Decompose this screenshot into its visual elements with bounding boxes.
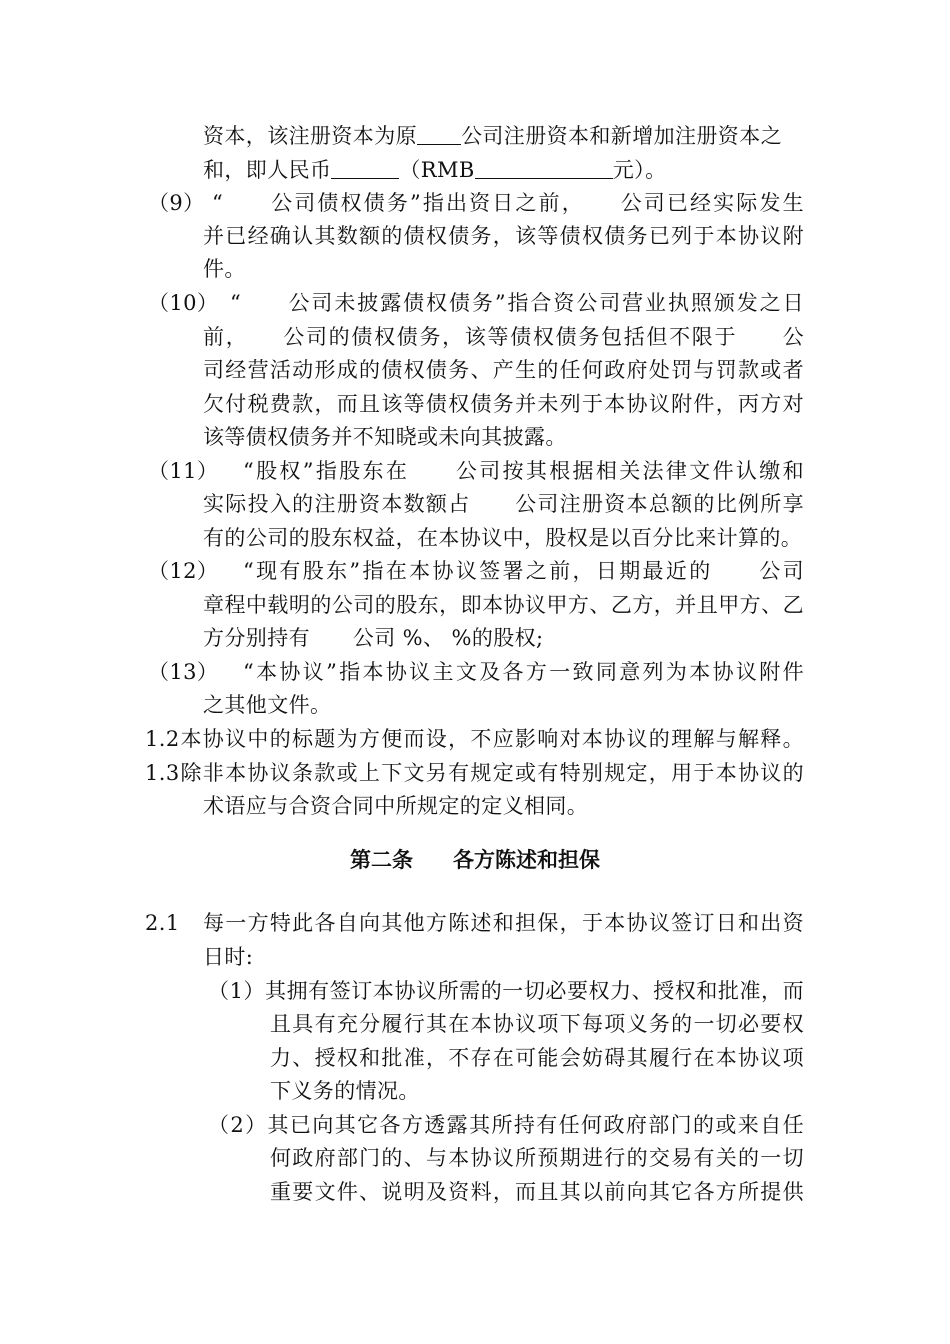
- clause-11-number: （11）: [148, 459, 219, 483]
- section-1-3-line-2: 术语应与合资合同中所规定的定义相同。: [203, 794, 589, 818]
- clause-9-number: （9）: [148, 191, 205, 215]
- clause-12-line-3: 方分别持有 公司 %、 %的股权;: [203, 626, 544, 650]
- section-2-1-line-2: 日时:: [203, 945, 254, 969]
- clause-13-line-1: “本协议”指本协议主文及各方一致同意列为本协议附件: [243, 660, 804, 684]
- clause-8-line-1: 资本，该注册资本为原 公司注册资本和新增加注册资本之: [203, 124, 782, 148]
- article-heading: [0, 845, 950, 875]
- clause-10-line-1: “ 公司未披露债权债务”指合资公司营业执照颁发之日: [230, 291, 804, 315]
- item-1-line-3: 力、授权和批准，不存在可能会妨碍其履行在本协议项: [270, 1046, 804, 1070]
- section-2-1-line-1: 每一方特此各自向其他方陈述和担保，于本协议签订日和出资: [203, 911, 804, 935]
- clause-10-line-3: 司经营活动形成的债权债务、产生的任何政府处罚与罚款或者: [203, 358, 804, 382]
- clause-9-line-2: 并已经确认其数额的债权债务，该等债权债务已列于本协议附: [203, 224, 804, 248]
- item-1-line-2: 且具有充分履行其在本协议项下每项义务的一切必要权: [270, 1012, 804, 1036]
- clause-8-line-2: 和，即人民币 （RMB 元）。: [203, 158, 667, 182]
- item-2-line-1: （2）其已向其它各方透露其所持有任何政府部门的或来自任: [208, 1113, 804, 1137]
- blank-field: [331, 158, 399, 179]
- clause-13-line-2: 之其他文件。: [203, 693, 332, 717]
- clause-10-line-4: 欠付税费款，而且该等债权债务并未列于本协议附件，丙方对: [203, 392, 804, 416]
- clause-10-line-5: 该等债权债务并不知晓或未向其披露。: [203, 425, 567, 449]
- clause-11-line-3: 有的公司的股东权益，在本协议中，股权是以百分比来计算的。: [203, 526, 803, 550]
- item-1-line-4: 下义务的情况。: [270, 1079, 420, 1103]
- clause-9-line-3: 件。: [203, 257, 246, 281]
- clause-9-line-1: “ 公司债权债务”指出资日之前， 公司已经实际发生: [212, 191, 804, 215]
- clause-10-number: （10）: [148, 291, 219, 315]
- article-number: 第二条: [350, 848, 413, 872]
- clause-11-line-1: “股权”指股东在 公司按其根据相关法律文件认缴和: [243, 459, 804, 483]
- clause-10-line-2: 前， 公司的债权债务，该等债权债务包括但不限于 公: [203, 325, 804, 349]
- article-title: 各方陈述和担保: [453, 848, 600, 872]
- clause-12-line-1: “现有股东”指在本协议签署之前，日期最近的 公司: [243, 559, 804, 583]
- section-1-2: 1.2本协议中的标题为方便而设，不应影响对本协议的理解与解释。: [145, 727, 804, 751]
- section-1-3-line-1: 1.3除非本协议条款或上下文另有规定或有特别规定，用于本协议的: [145, 761, 804, 785]
- clause-13-number: （13）: [148, 660, 219, 684]
- item-2-line-3: 重要文件、说明及资料，而且其以前向其它各方所提供: [270, 1180, 804, 1204]
- blank-field: [475, 158, 613, 179]
- clause-12-number: （12）: [148, 559, 219, 583]
- item-1-line-1: （1）其拥有签订本协议所需的一切必要权力、授权和批准，而: [208, 979, 804, 1003]
- blank-field: [417, 124, 461, 145]
- section-2-1-number: 2.1: [145, 911, 180, 935]
- clause-12-line-2: 章程中载明的公司的股东，即本协议甲方、乙方，并且甲方、乙: [203, 593, 804, 617]
- item-2-line-2: 何政府部门的、与本协议所预期进行的交易有关的一切: [270, 1146, 804, 1170]
- clause-11-line-2: 实际投入的注册资本数额占 公司注册资本总额的比例所享: [203, 492, 804, 516]
